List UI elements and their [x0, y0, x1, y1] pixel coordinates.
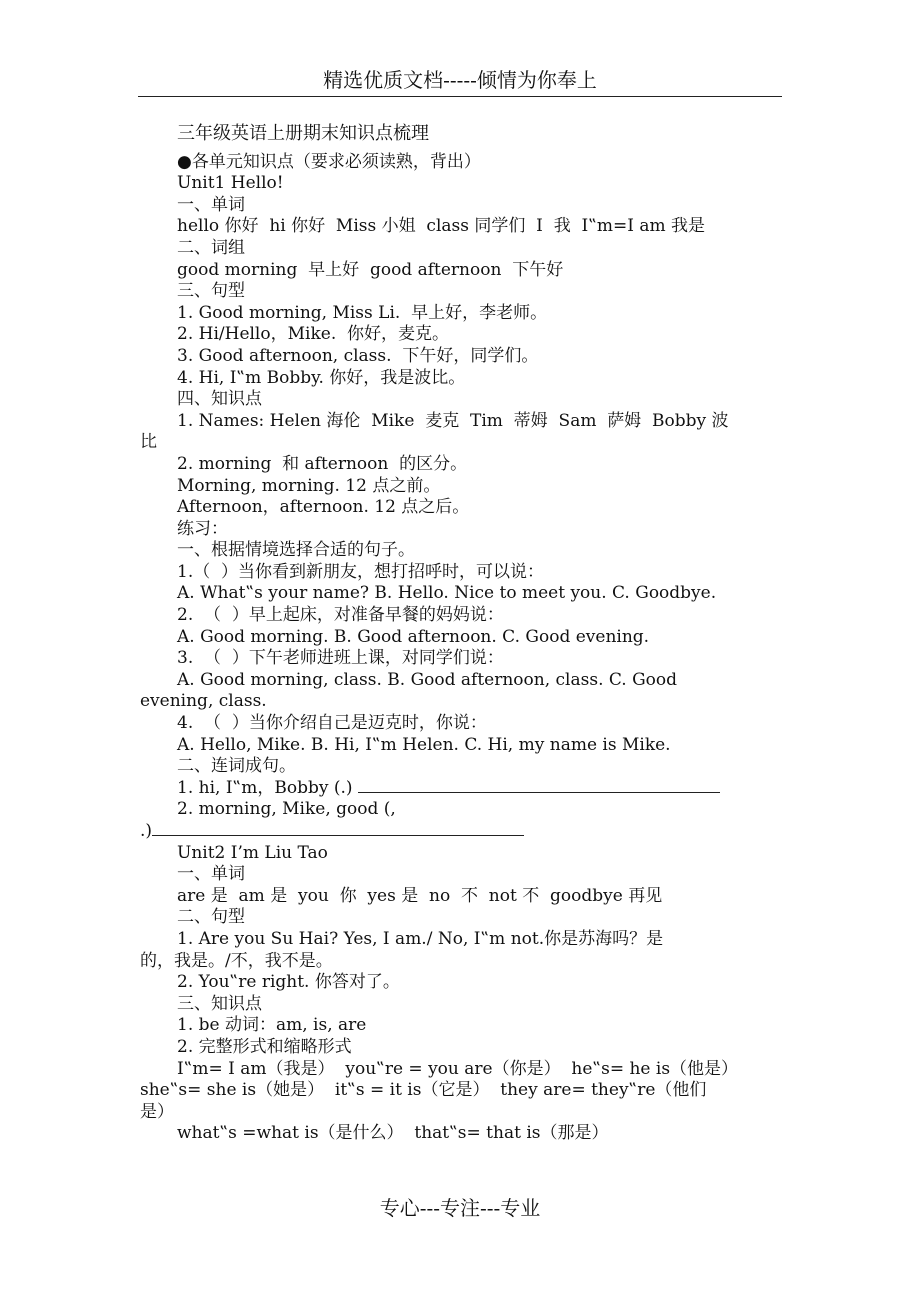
text-line: 2. You‟re right. 你答对了。 [177, 972, 400, 993]
text-line: hello 你好 hi 你好 Miss 小姐 class 同学们 I 我 I‟m=I am 我是 [177, 216, 706, 237]
text-line: 3. （ ）下午老师进班上课，对同学们说： [177, 648, 504, 669]
text-line: 四、知识点 [177, 389, 262, 410]
text-line: 1.（ ）当你看到新朋友，想打招呼时，可以说： [177, 561, 545, 582]
text-line: 二、连词成句。 [177, 756, 296, 777]
answer-line [140, 778, 782, 800]
answer-blank[interactable] [358, 778, 720, 793]
text-line: 二、句型 [177, 907, 245, 928]
text-line: 1. Good morning, Miss Li. 早上好，李老师。 [177, 302, 548, 323]
text-line: what‟s =what is（是什么） that‟s= that is（那是） [177, 1123, 609, 1144]
text-line: 3. Good afternoon, class. 下午好，同学们。 [177, 345, 539, 366]
text-line: I‟m= I am（我是） you‟re = you are（你是） he‟s= he is（他是） [177, 1058, 739, 1079]
text-line: 2. （ ）早上起床，对准备早餐的妈妈说： [177, 605, 504, 626]
text-line: 练习： [177, 518, 228, 539]
text-line: 2. morning 和 afternoon 的区分。 [177, 453, 468, 474]
text-line: are 是 am 是 you 你 yes 是 no 不 not 不 goodbye 再见 [177, 885, 663, 906]
text-line: 4. Hi, I‟m Bobby. 你好，我是波比。 [177, 367, 466, 388]
text-line: A. Hello, Mike. B. Hi, I‟m Helen. C. Hi, my name is Mike. [177, 734, 671, 755]
text-line: good morning 早上好 good afternoon 下午好 [177, 259, 564, 280]
document-body [140, 123, 782, 1145]
text-span: .) [140, 821, 153, 841]
text-line: 2. morning, Mike, good (, [177, 799, 396, 820]
text-line: 三、知识点 [177, 993, 262, 1014]
text-line: A. Good morning, class. B. Good afternoon, class. C. Good [177, 669, 678, 690]
text-line: 4. （ ）当你介绍自己是迈克时，你说： [177, 713, 487, 734]
text-line: 二、词组 [177, 237, 245, 258]
text-line: 1. Are you Su Hai? Yes, I am./ No, I‟m not.你是苏海吗？是 [177, 928, 664, 949]
text-line: evening, class. [140, 691, 267, 712]
text-line: 三、句型 [177, 281, 245, 302]
page-footer: 专心---专注---专业 [379, 1196, 541, 1220]
text-line: 2. 完整形式和缩略形式 [177, 1036, 352, 1057]
text-line: 一、单词 [177, 864, 245, 885]
text-line: 1. Names: Helen 海伦 Mike 麦克 Tim 蒂姆 Sam 萨姆 Bobby 波 [177, 410, 729, 431]
text-line: 的，我是。/不，我不是。 [140, 950, 333, 971]
text-line: ●各单元知识点（要求必须读熟，背出） [177, 151, 481, 172]
answer-line [140, 821, 782, 843]
text-line: A. Good morning. B. Good afternoon. C. Good evening. [177, 626, 650, 647]
text-line: she‟s= she is（她是） it‟s = it is（它是） they are= they‟re（他们 [140, 1080, 707, 1101]
answer-blank[interactable] [152, 821, 524, 836]
text-line: 是） [140, 1101, 174, 1122]
text-line: 2. Hi/Hello，Mike. 你好，麦克。 [177, 324, 450, 345]
text-span: 1. hi, I‟m，Bobby (.) [177, 777, 358, 798]
text-line: 一、单词 [177, 194, 245, 215]
page-header: 精选优质文档-----倾情为你奉上 [138, 66, 782, 97]
text-line: Afternoon，afternoon. 12 点之后。 [177, 497, 470, 518]
text-line: A. What‟s your name? B. Hello. Nice to meet you. C. Goodbye. [177, 583, 717, 604]
text-line: 1. be 动词：am, is, are [177, 1015, 367, 1036]
text-line: Unit2 I’m Liu Tao [177, 842, 328, 863]
text-line: 一、根据情境选择合适的句子。 [177, 540, 415, 561]
text-line: Unit1 Hello! [177, 173, 284, 194]
document-title: 三年级英语上册期末知识点梳理 [177, 123, 429, 144]
text-line: 比 [140, 432, 157, 453]
text-line: Morning, morning. 12 点之前。 [177, 475, 441, 496]
